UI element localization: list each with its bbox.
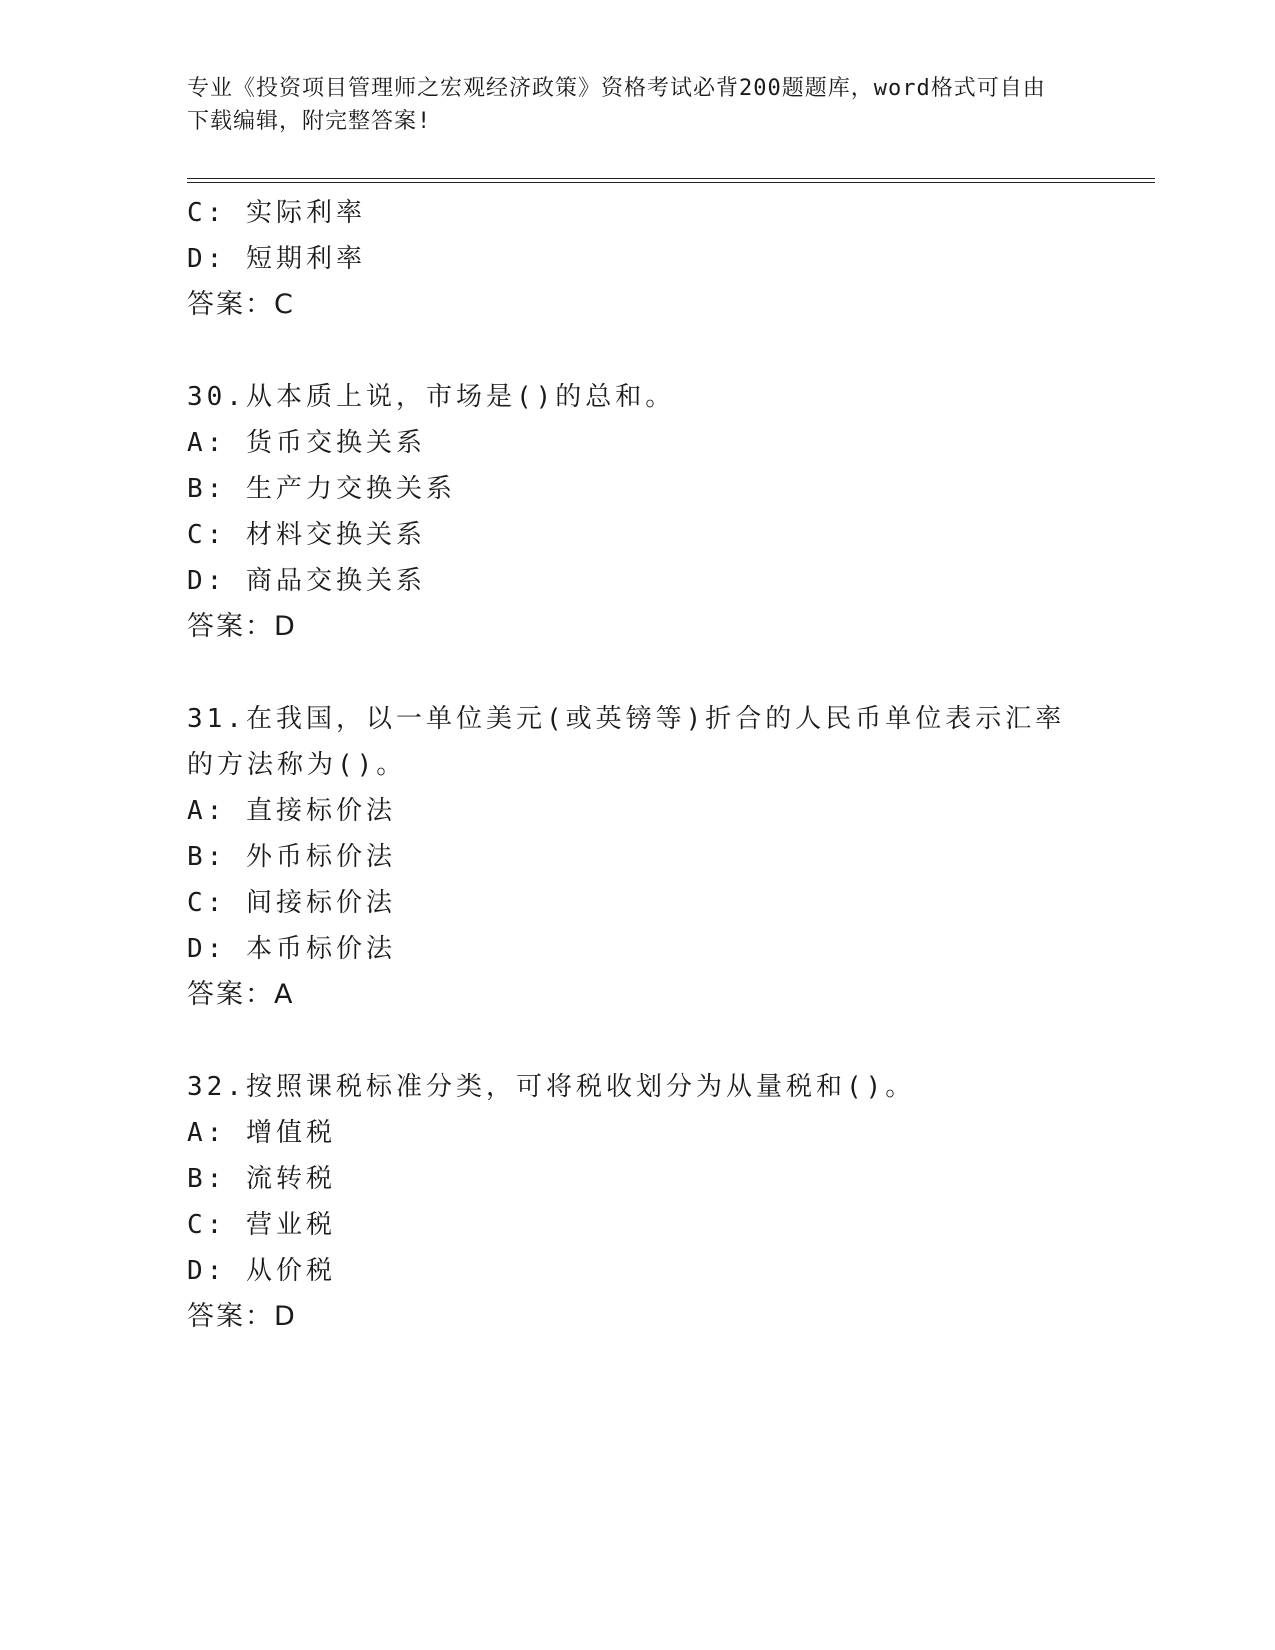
option-c: C: 材料交换关系 xyxy=(187,520,426,550)
question-text: 30.从本质上说，市场是()的总和。 xyxy=(187,382,676,412)
document-header: 专业《投资项目管理师之宏观经济政策》资格考试必背200题题库，word格式可自由下载编辑，附完整答案! xyxy=(187,76,1046,134)
option-b: B: 生产力交换关系 xyxy=(187,474,456,504)
header-divider-bottom xyxy=(187,182,1155,183)
question-32 xyxy=(187,1064,1087,1340)
option-c: C: 营业税 xyxy=(187,1210,336,1240)
option-b: B: 外币标价法 xyxy=(187,842,396,872)
option-a: A: 增值税 xyxy=(187,1118,336,1148)
header-divider-top xyxy=(187,178,1155,179)
option-d: D: 商品交换关系 xyxy=(187,566,426,596)
option-d: D: 短期利率 xyxy=(187,244,366,274)
option-a: A: 货币交换关系 xyxy=(187,428,426,458)
answer-line: 答案：C xyxy=(187,289,295,320)
option-b: B: 流转税 xyxy=(187,1164,336,1194)
question-30 xyxy=(187,374,1087,650)
answer-line: 答案：D xyxy=(187,1301,297,1332)
option-a: A: 直接标价法 xyxy=(187,796,396,826)
partial-question xyxy=(187,190,1087,328)
option-d: D: 本币标价法 xyxy=(187,934,396,964)
option-d: D: 从价税 xyxy=(187,1256,336,1286)
answer-line: 答案：A xyxy=(187,979,295,1010)
question-text: 31.在我国，以一单位美元(或英镑等)折合的人民币单位表示汇率的方法称为()。 xyxy=(187,704,1066,780)
question-31 xyxy=(187,696,1087,1018)
option-c: C: 间接标价法 xyxy=(187,888,396,918)
question-content xyxy=(187,190,1087,1340)
question-text: 32.按照课税标准分类，可将税收划分为从量税和()。 xyxy=(187,1072,916,1102)
answer-line: 答案：D xyxy=(187,611,297,642)
option-c: C: 实际利率 xyxy=(187,198,366,228)
